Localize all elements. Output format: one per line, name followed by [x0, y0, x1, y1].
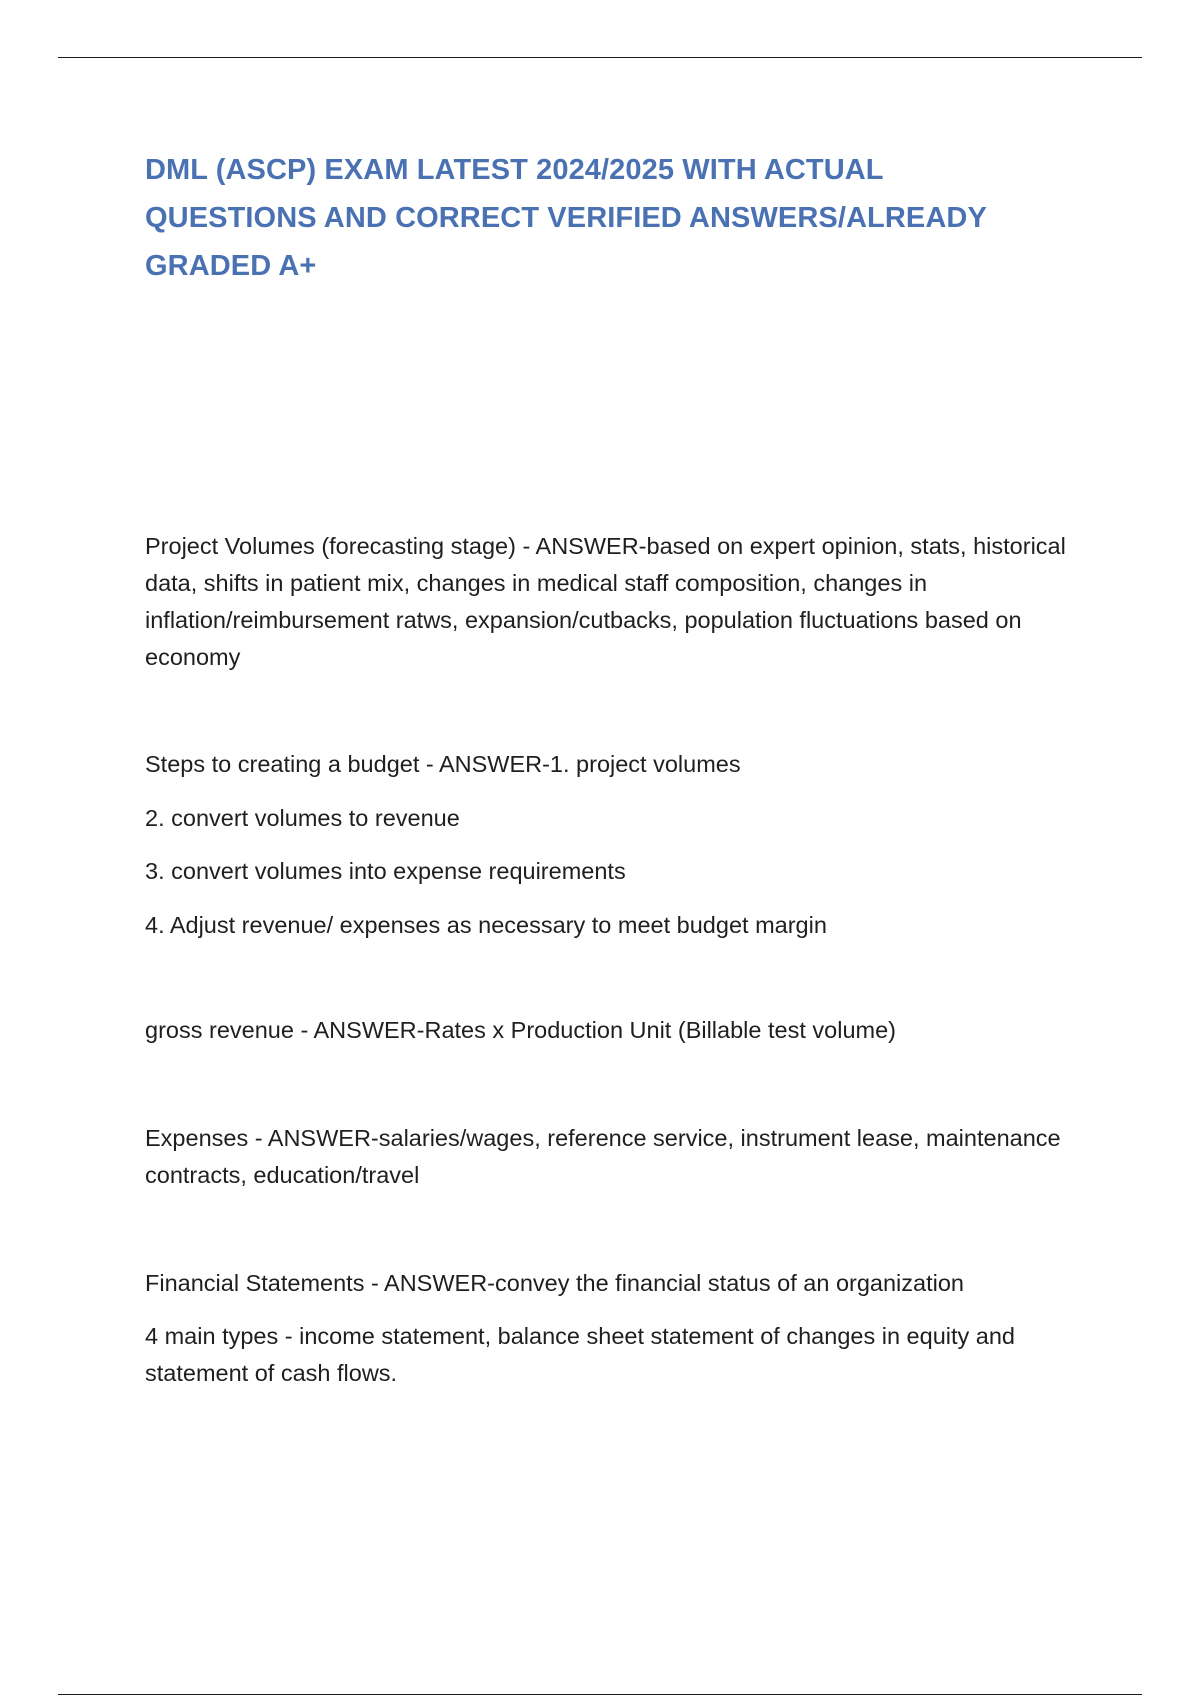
entry-financial-statements-types: 4 main types - income statement, balance sheet statement of changes in equity and statement of cash flows.	[145, 1323, 1016, 1386]
entry-budget-step-4: 4. Adjust revenue/ expenses as necessary to meet budget margin	[145, 912, 827, 938]
entry-gross-revenue: gross revenue - ANSWER-Rates x Production Unit (Billable test volume)	[145, 1017, 896, 1043]
entry-budget-step-3: 3. convert volumes into expense requirements	[145, 858, 626, 884]
entry-budget-step-2: 2. convert volumes to revenue	[145, 805, 460, 831]
bottom-divider	[58, 1694, 1142, 1695]
entry-expenses: Expenses - ANSWER-salaries/wages, reference service, instrument lease, maintenance contracts, education/travel	[145, 1125, 1061, 1188]
entry-budget-step-1: Steps to creating a budget - ANSWER-1. project volumes	[145, 751, 741, 777]
top-divider	[58, 57, 1142, 58]
entry-financial-statements: Financial Statements - ANSWER-convey the financial status of an organization	[145, 1270, 964, 1296]
document-title: DML (ASCP) EXAM LATEST 2024/2025 WITH ACTUAL QUESTIONS AND CORRECT VERIFIED ANSWERS/ALREADY GRADED A+	[145, 154, 987, 282]
entry-project-volumes: Project Volumes (forecasting stage) - ANSWER-based on expert opinion, stats, historical data, shifts in patient mix, changes in medical staff composition, changes in inflation/reimbursement ratws, expansion/cutbacks, population fluctuations based on economy	[145, 533, 1066, 670]
